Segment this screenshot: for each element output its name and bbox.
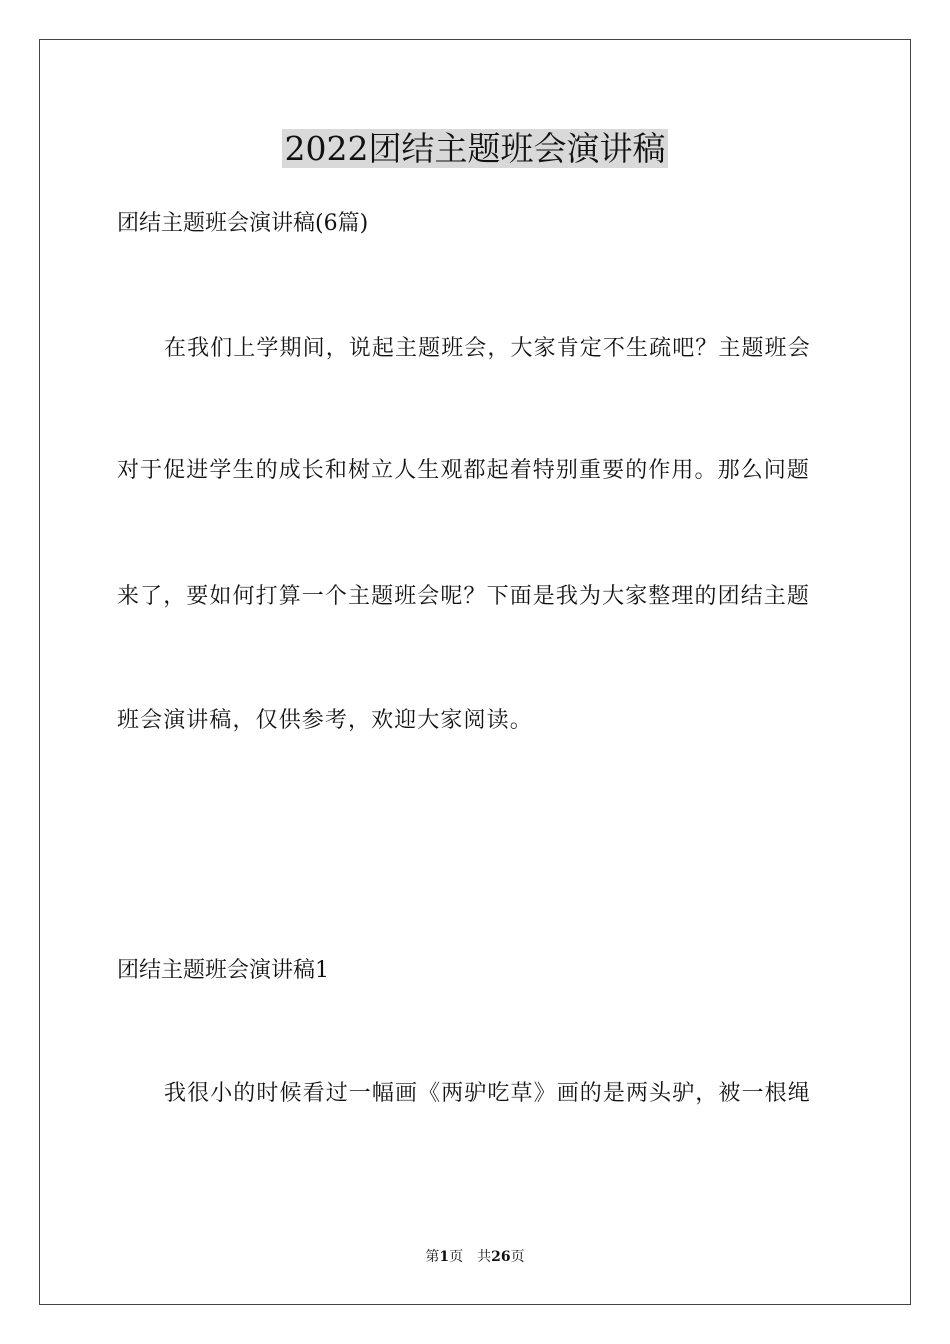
footer-page-suffix: 页 <box>449 1249 464 1265</box>
section-line-1: 我很小的时候看过一幅画《两驴吃草》画的是两头驴，被一根绳 <box>164 1081 811 1106</box>
footer-page-prefix: 第 <box>425 1249 440 1265</box>
document-subtitle: 团结主题班会演讲稿(6篇) <box>117 211 369 236</box>
footer-total-suffix: 页 <box>510 1249 525 1265</box>
intro-line-2: 对于促进学生的成长和树立人生观都起着特别重要的作用。那么问题 <box>117 458 811 483</box>
page-footer <box>0 1248 950 1266</box>
section-heading: 团结主题班会演讲稿1 <box>117 958 329 983</box>
footer-total-prefix: 共 <box>477 1249 492 1265</box>
intro-line-3: 来了，要如何打算一个主题班会呢？下面是我为大家整理的团结主题 <box>117 584 811 609</box>
footer-page-number: 1 <box>439 1249 450 1265</box>
document-title-text: 2022团结主题班会演讲稿 <box>282 129 669 168</box>
intro-line-1: 在我们上学期间，说起主题班会，大家肯定不生疏吧？主题班会 <box>164 336 811 361</box>
document-title <box>0 126 950 172</box>
footer-total-pages: 26 <box>491 1249 511 1265</box>
intro-line-4: 班会演讲稿，仅供参考，欢迎大家阅读。 <box>117 708 533 733</box>
